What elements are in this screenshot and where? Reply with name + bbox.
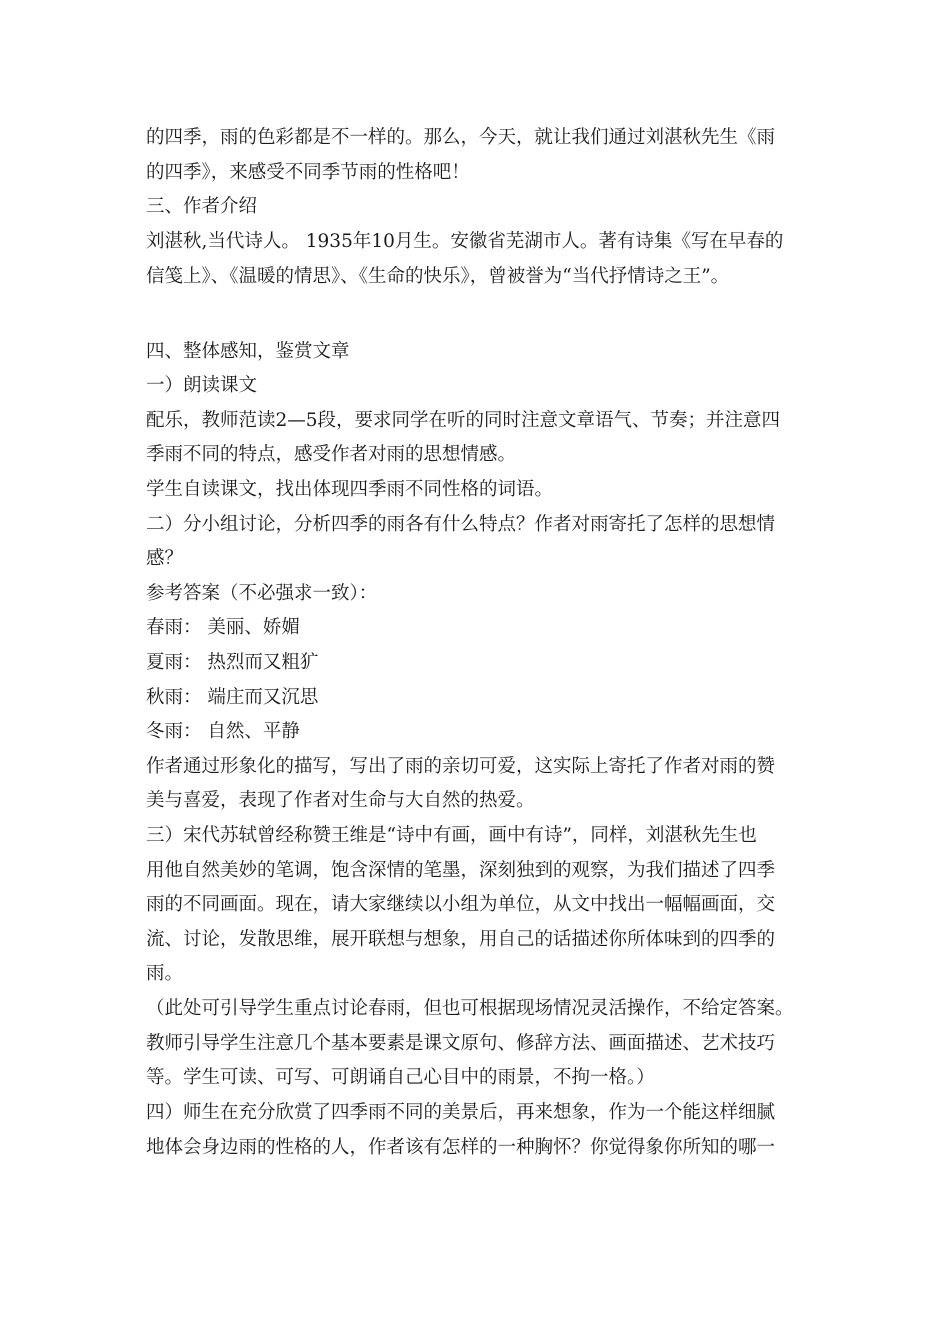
subsection-heading: 二）分小组讨论，分析四季的雨各有什么特点？作者对雨寄托了怎样的思想情 (146, 514, 776, 535)
text-line: 的四季，雨的色彩都是不一样的。那么，今天，就让我们通过刘湛秋先生《雨 (146, 127, 776, 148)
text-line: 配乐，教师范读2—5段，要求同学在听的同时注意文章语气、节奏；并注意四 (146, 410, 781, 431)
subsection-heading: 四）师生在充分欣赏了四季雨不同的美景后，再来想象，作为一个能这样细腻 (146, 1102, 776, 1123)
text-line: 地体会身边雨的性格的人，作者该有怎样的一种胸怀？你觉得象你所知的哪一 (146, 1137, 776, 1158)
text-line: 流、讨论，发散思维，展开联想与想象，用自己的话描述你所体味到的四季的 (146, 929, 776, 950)
subsection-heading: 三）宋代苏轼曾经称赞王维是“诗中有画，画中有诗”，同样，刘湛秋先生也 (146, 825, 757, 846)
section-heading: 三、作者介绍 (146, 196, 258, 217)
text-line: 季雨不同的特点，感受作者对雨的思想情感。 (146, 444, 517, 465)
text-line: 用他自然美妙的笔调，饱含深情的笔墨，深刻独到的观察，为我们描述了四季 (146, 860, 776, 881)
text-line: 信笺上》、《温暖的情思》、《生命的快乐》，曾被誉为“当代抒情诗之王”。 (146, 266, 730, 287)
text-line: 的四季》，来感受不同季节雨的性格吧！ (146, 162, 470, 183)
text-line: 参考答案（不必强求一致）： (146, 583, 378, 604)
text-line: 学生自读课文，找出体现四季雨不同性格的词语。 (146, 479, 554, 500)
text-line: （此处可引导学生重点讨论春雨，但也可根据现场情况灵活操作，不给定答案。 (146, 998, 794, 1019)
text-line: 美与喜爱，表现了作者对生命与大自然的热爱。 (146, 790, 535, 811)
text-line: 感？ (146, 548, 184, 569)
text-line: 雨。 (146, 963, 184, 984)
text-line: 作者通过形象化的描写，写出了雨的亲切可爱，这实际上寄托了作者对雨的赞 (146, 756, 776, 777)
text-line: 刘湛秋,当代诗人。 1935年10月生。安徽省芜湖市人。著有诗集《写在早春的 (146, 231, 784, 252)
list-item: 春雨： 美丽、娇媚 (146, 617, 300, 638)
text-line: 教师引导学生注意几个基本要素是课文原句、修辞方法、画面描述、艺术技巧 (146, 1033, 776, 1054)
section-heading: 四、整体感知，鉴赏文章 (146, 341, 350, 362)
text-line: 等。学生可读、可写、可朗诵自己心目中的雨景，不拘一格。） (146, 1067, 655, 1088)
list-item: 夏雨： 热烈而又粗犷 (146, 652, 319, 673)
list-item: 秋雨： 端庄而又沉思 (146, 687, 319, 708)
subsection-heading: 一）朗读课文 (146, 375, 258, 396)
list-item: 冬雨： 自然、平静 (146, 721, 300, 742)
text-line: 雨的不同画面。现在，请大家继续以小组为单位，从文中找出一幅幅画面，交 (146, 894, 776, 915)
